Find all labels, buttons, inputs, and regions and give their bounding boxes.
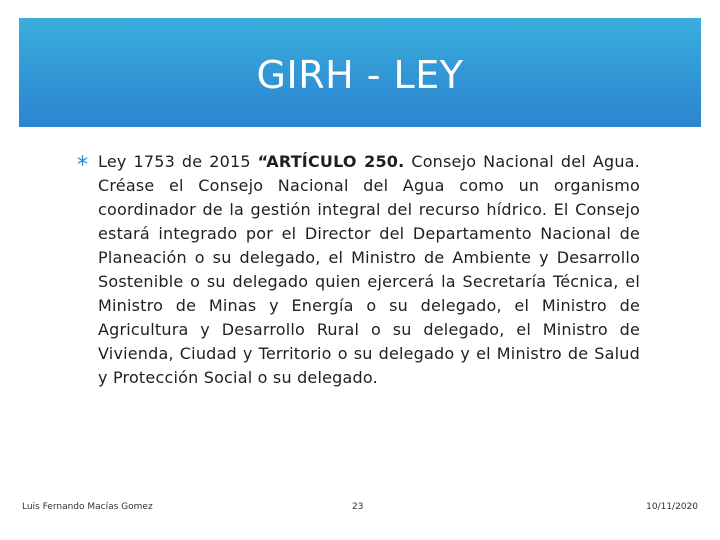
bullet-text [98,150,640,390]
asterisk-bullet-icon [77,155,88,166]
article-body: Consejo Nacional del Agua. Créase el Consejo Nacional del Agua como un organismo coordinador de la gestión integral del recurso hídrico. El Consejo estará integrado por el Director del Departamento Nacional de Planeación o su delegado, el Ministro de Ambiente y Desarrollo Sostenible o su delegado quien ejercerá la Secretaría Técnica, el Ministro de Minas y Energía o su delegado, el Ministro de Agricultura y Desarrollo Rural o su delegado, el Ministro de Vivienda, Ciudad y Territorio o su delegado y el Ministro de Salud y Protección Social o su delegado. [98,152,640,387]
bullet-item [77,150,640,390]
footer-author: Luis Fernando Macías Gomez [22,502,153,512]
footer-date: 10/11/2020 [646,502,698,512]
footer-page-number: 23 [352,502,364,512]
slide-title: GIRH - LEY [256,53,464,97]
article-heading: “ARTÍCULO 250. [257,152,405,171]
law-reference: Ley 1753 de 2015 [98,152,258,171]
